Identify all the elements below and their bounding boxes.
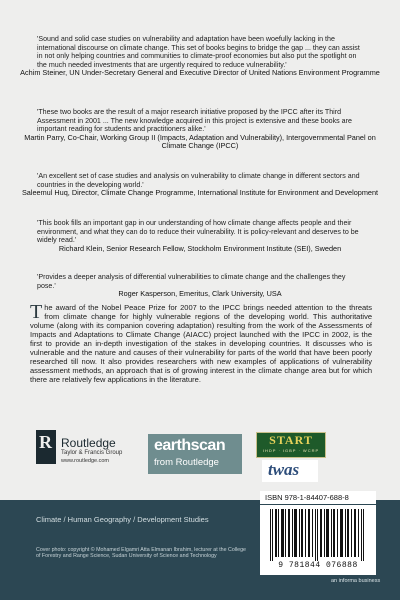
barcode-icon — [268, 509, 368, 561]
blurb-attribution: Achim Steiner, UN Under-Secretary General and Executive Director of United Nations Environment Programme — [20, 68, 380, 78]
cover-credit: Cover photo: copyright © Mohamed Elgamri Atta Elmanan Ibrahim, lecturer at the College of Forestry and Range Science, Sudan University of Science and Technology — [36, 547, 246, 560]
description-text: he award of the Nobel Peace Prize for 2007 to the IPCC brings needed attention to the threats from climate change for highly vulnerable regions of the developing world. This authoritative volume (along with its companion covering adaptation) resulting from the work of the Assessments of Impacts and Adaptations to Climate Change (AIACC) project launched with the IPCC in 2002, is the first to provide an in-depth investigation of the stakes in developing countries. It discusses who is vulnerable and the nature and causes of their vulnerability for parts of the world that have been poorly researched till now. It also provides researchers with new examples of applications of vulnerability assessment methods, an approach that is of growing interest in the climate change area but for which there are relatively few applications in the literature. — [30, 303, 372, 384]
publisher-logos — [0, 430, 400, 500]
routledge-logo — [36, 430, 146, 470]
blurb-attribution: Martin Parry, Co-Chair, Working Group II (Impacts, Adaptation and Vulnerability), Intergovernmental Panel on Climate Change (IPCC) — [24, 132, 376, 151]
twas-logo: twas — [262, 460, 318, 482]
barcode-number: 9 781844 076888 — [278, 561, 358, 570]
description-dropcap: T — [30, 301, 43, 323]
start-logo — [256, 432, 326, 458]
routledge-mark-icon: R — [36, 430, 56, 464]
routledge-url: www.routledge.com — [61, 458, 109, 464]
blurb-attribution: Roger Kasperson, Emeritus, Clark University, USA — [118, 289, 282, 299]
blurb-quote: 'An excellent set of case studies and analysis on vulnerability to climate change in different sectors and countries in the developing world.' — [37, 172, 360, 189]
blurb-steiner — [0, 35, 400, 78]
informa-tagline: an informa business — [331, 578, 381, 584]
blurb-kasperson — [0, 273, 400, 299]
blurb-quote: 'Provides a deeper analysis of differential vulnerabilities to climate change and the challenges they pose.' — [37, 273, 346, 290]
isbn-label: ISBN 978-1-84407-688-8 — [260, 491, 376, 504]
start-name: START — [269, 433, 313, 447]
earthscan-logo — [148, 434, 242, 474]
earthscan-name: earthscan — [154, 437, 226, 454]
earthscan-sub: from Routledge — [154, 457, 219, 468]
blurb-quote: 'Sound and solid case studies on vulnerability and adaptation have been woefully lacking in the international discourse on climate change. This set of books begins to bridge the gap ... they can assist in not only helping countries and communities to climate-proof economies but also put the spotlight on the much needed investments that are urgently required to reduce vulnerability.' — [37, 35, 360, 69]
blurb-attribution: Saleemul Huq, Director, Climate Change Programme, International Institute for Environment and Development — [21, 188, 379, 198]
blurb-attribution: Richard Klein, Senior Research Fellow, Stockholm Environment Institute (SEI), Sweden — [58, 243, 342, 253]
start-sub: IHDP · IGBP · WCRP — [262, 448, 320, 453]
subject-categories: Climate / Human Geography / Development Studies — [36, 515, 209, 524]
barcode-panel — [260, 505, 376, 575]
routledge-name: Routledge — [61, 436, 116, 450]
blurb-quote: 'These two books are the result of a major research initiative proposed by the IPCC after its Third Assessment in 2001 ... The new knowledge acquired in this project is extensive and these books are important reading for students and practitioners alike.' — [37, 108, 352, 134]
blurb-quote: 'This book fills an important gap in our understanding of how climate change affects people and their environment, and what they can do to reduce their vulnerability. It is policy-relevant and deserves to be widely read.' — [37, 219, 359, 245]
routledge-group: Taylor & Francis Group — [61, 450, 123, 456]
book-description — [30, 303, 372, 384]
blurb-huq — [0, 172, 400, 198]
blurb-parry — [0, 108, 400, 151]
blurb-klein — [0, 219, 400, 253]
